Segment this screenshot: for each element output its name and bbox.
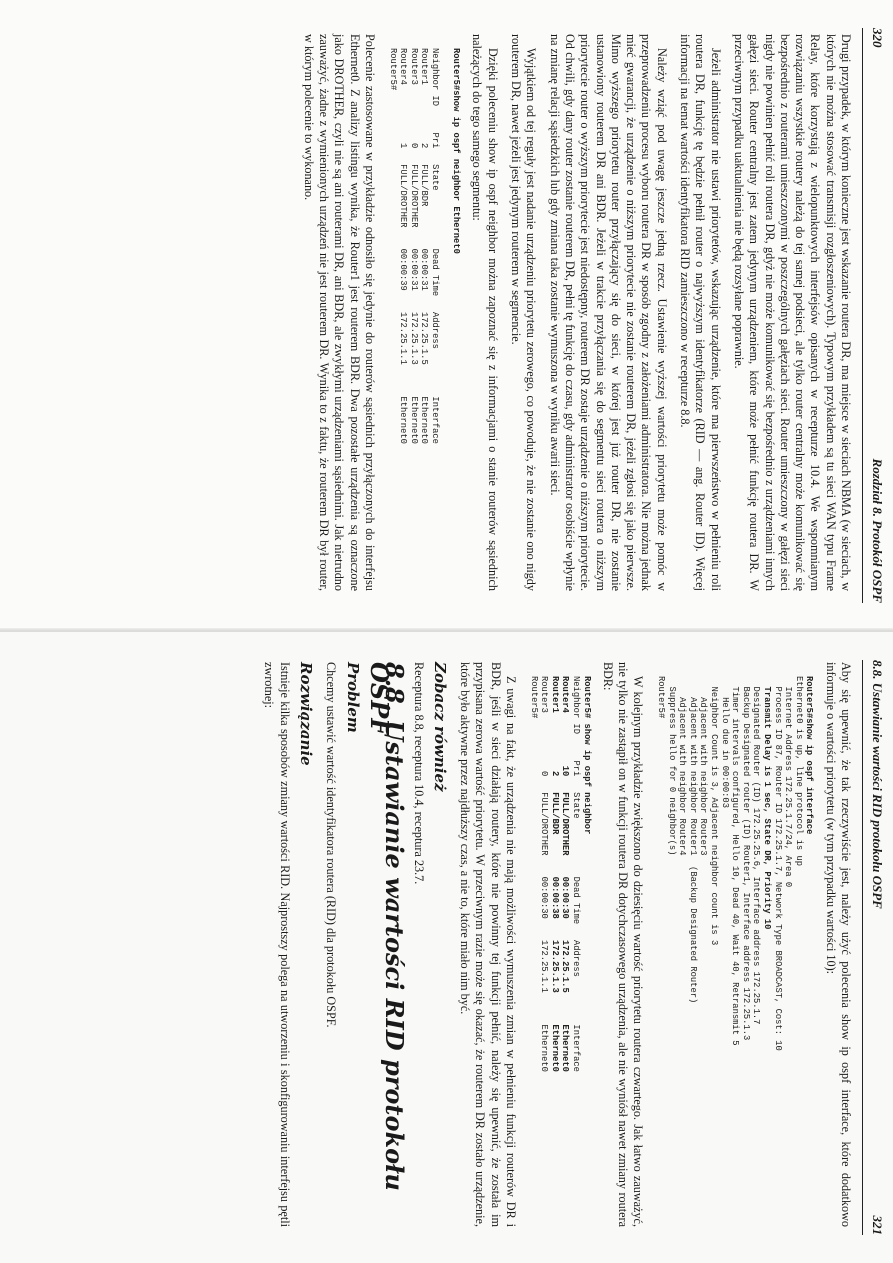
- section-heading: 8.8. Ustawianie wartości RID protokołu OSPF: [364, 662, 410, 1191]
- page-header: [865, 28, 885, 603]
- solution-text: Istnieje kilka sposobów zmiany wartości RID. Najprostszy polega na utworzeniu i skonfigurowaniu interfejsu pętli zwrotnej:: [262, 662, 292, 1227]
- page-body: [293, 34, 853, 591]
- paragraph: Polecenie zastosowane w przykładzie odnosiło się jedynie do routerów sąsiednich przyłączonych do interfejsu Ethernet0. Z analizy listingu wynika, że Router1 jest routerem BDR. Dwa pozostałe urządzenia są oznaczone jako DROTHER, czyli nie są ani routerami DR, ani BDR, ale zwykłymi urządzeniami sąsiednimi. Jak nietrudno zauważyć, żadne z wymienionych urządzeń nie jest routerem DR. Wynika to z faktu, że routerem DR był router, w którym polecenie to wykonano.: [301, 34, 378, 591]
- problem-text: Chcemy ustawić wartość identyfikatora routera (RID) dla protokołu OSPF.: [324, 662, 339, 1028]
- page-number: 321: [870, 1215, 885, 1235]
- paragraph: Jeżeli administrator nie ustawi priorytetów, wskazując urządzenie, które ma pierwszeństwo w pełnieniu roli routera DR, funkcję tę będzie pełnił router o najwyższym identyfikatorze (RID — ang. Router ID). Więcej informacji na temat wartości identyfikatora RID zamieszczono w recepturze 8.8.: [678, 34, 723, 591]
- page-header: [865, 660, 885, 1235]
- paragraph: Dzięki poleceniu show ip ospf neighbor można zapoznać się z informacjami o stanie routerów sąsiednich należących do tego samego segmentu:: [470, 34, 500, 591]
- paragraph: Wyjątkiem od tej reguły jest nadanie urządzeniu priorytetu zerowego, co powoduje, że nie zostanie ono nigdy routerem DR, nawet jeżeli jest jedynym routerem w segmencie.: [509, 34, 539, 591]
- solution-heading: Rozwiązanie: [297, 662, 316, 766]
- paragraph: Z uwagi na fakt, że urządzenia nie mają możliwości wymuszenia zmian w pełnieniu funkcji routerów DR i BDR, jeśli w sieci działają routery, które nie powinny tej funkcji pełnić, należy się upewnić, że została im przypisana zerowa wartość priorytetu. W przeciwnym razie może się okazać, że routerem DR zostało urządzenie, które było aktywne przez najdłuższy czas, a nie to, które miało nim być.: [458, 662, 519, 1227]
- header-rule: [862, 660, 863, 1235]
- paragraph: Należy wziąć pod uwagę jeszcze jedną rzecz. Ustawienie wyższej wartości priorytetu może pomóc w przeprowadzeniu procesu wyboru routera DR w sposób zgodny z założeniami administratora. Nie można jednak mieć gwarancji, że urządzenie o niższym priorytecie nie zostanie routerem DR, jeżeli zgłosi się jako pierwsze. Mimo wyższego priorytetu router przyłączający się do sieci, w której jest już router DR, nie zostanie ustanowiony routerem DR ani BDR. Jeżeli w trakcie przyłączania się do segmentu sieci routera o niższym priorytecie router o wyższym priorytecie jest niedostępny, routerem DR zostaje urządzenie o niższym priorytecie. Od chwili, gdy dany router zostanie routerem DR, pełni tę funkcję do czasu, gdy administrator osobiście wpłynie na zmianę relacji sąsiedzkich lub gdy zmiana taka zostanie wymuszona w wyniku awarii sieci.: [547, 34, 669, 591]
- paragraph: W kolejnym przykładzie zwiększono do dziesięciu wartość priorytetu routera czwartego. Jak łatwo zauważyć, nie tylko nie zastąpił on w funkcji routera DR dotychczasowego urządzenia, ale nie wyniósł nawet zmiany routera BDR:: [600, 662, 646, 1227]
- right-page: [0, 632, 893, 1263]
- problem-heading: Problem: [343, 662, 362, 733]
- code-listing: Router5#show ip ospf neighbor Ethernet0 Neighbor ID Pri State Dead Time Address Interface Router1 2 FULL/BDR 00:00:31 172.25.1.5 Ethernet0 Router3 0 FULL/DROTHER 00:00:31 172.25.1.3 Ethernet0 Router4 1 FULL/DROTHER 00:00:39 172.25.1.1 Ethernet0 Router5#: [387, 48, 462, 444]
- paragraph: Aby się upewnić, że tak rzeczywiście jest, należy użyć polecenia show ip ospf interface, które dodatkowo informuje o wartości priorytetu (w tym przypadku wartości 10):: [823, 662, 853, 1227]
- code-listing: Router5#show ip ospf interface Ethernet0 is up, line protocol is up Internet Address 172.25.1.7/24, Area 0 Process ID 87, Router ID 172.25.1.7, Network Type BROADCAST, Cost: 10 Transmit Delay is 1 sec, State DR, Priority 10 Designated Router (ID) 172.25.25.6, Interface address 172.25.1.7 Backup Designated router (ID) Router1, Interface address 172.25.1.3 Timer intervals configured, Hello 10, Dead 40, Wait 40, Retransmit 5 Hello due in 00:00:03 Neighbor Count is 3, Adjacent neighbor count is 3 Adjacent with neighbor Router3 Adjacent with neighbor Router1 (Backup Designated Router) Adjacent with neighbor Router4 Suppress hello for 0 neighbor(s) Router5#: [656, 676, 815, 1051]
- page-body: [253, 662, 853, 1227]
- paragraph: Drugi przypadek, w którym konieczne jest wskazanie routera DR, ma miejsce w sieciach NBMA (w sieciach, w których nie można stosować transmisji rozgłoszeniowych). Typowym przykładem są tu sieci WAN typu Frame Relay, które korzystają z wielopunktowych interfejsów opisanych w recepturze 10.4. We wspomnianym rozwiązaniu wszystkie routery należą do tej samej podsieci, ale tylko router centralny może komunikować się bezpośrednio z routerami umieszczonymi w poszczególnych gałęziach sieci. Router umieszczony w gałęzi sieci nigdy nie powinien pełnić roli routera DR, gdyż nie może komunikować się bezpośrednio z urządzeniami innych gałęzi sieci. Router centralny jest zatem jedynym urządzeniem, które może pełnić funkcję routera DR. W przeciwnym przypadku uaktualnienia nie będą rozsyłane poprawnie.: [731, 34, 853, 591]
- left-page: [0, 0, 893, 631]
- running-header: Rozdział 8. Protokół OSPF: [870, 458, 885, 603]
- see-also-text: Receptura 8.8, receptura 10.4, receptura 23.7.: [411, 662, 426, 885]
- page-number: 320: [870, 28, 885, 48]
- see-also-heading: Zobacz również: [430, 662, 449, 792]
- header-rule: [862, 28, 863, 603]
- code-listing: Router5# show ip ospf neighbor Neighbor ID Pri State Dead Time Address Interface Router4 10 FULL/DROTHER 00:00:30 172.25.1.5 Ethernet0 Router1 2 FULL/BDR 00:00:38 172.25.1.3 Ethernet0 Router3 0 FULL/DROTHER 00:00:30 172.25.1.1 Ethernet0 Router5#: [528, 676, 592, 1072]
- running-header: 8.8. Ustawianie wartości RID protokołu OSPF: [870, 660, 885, 909]
